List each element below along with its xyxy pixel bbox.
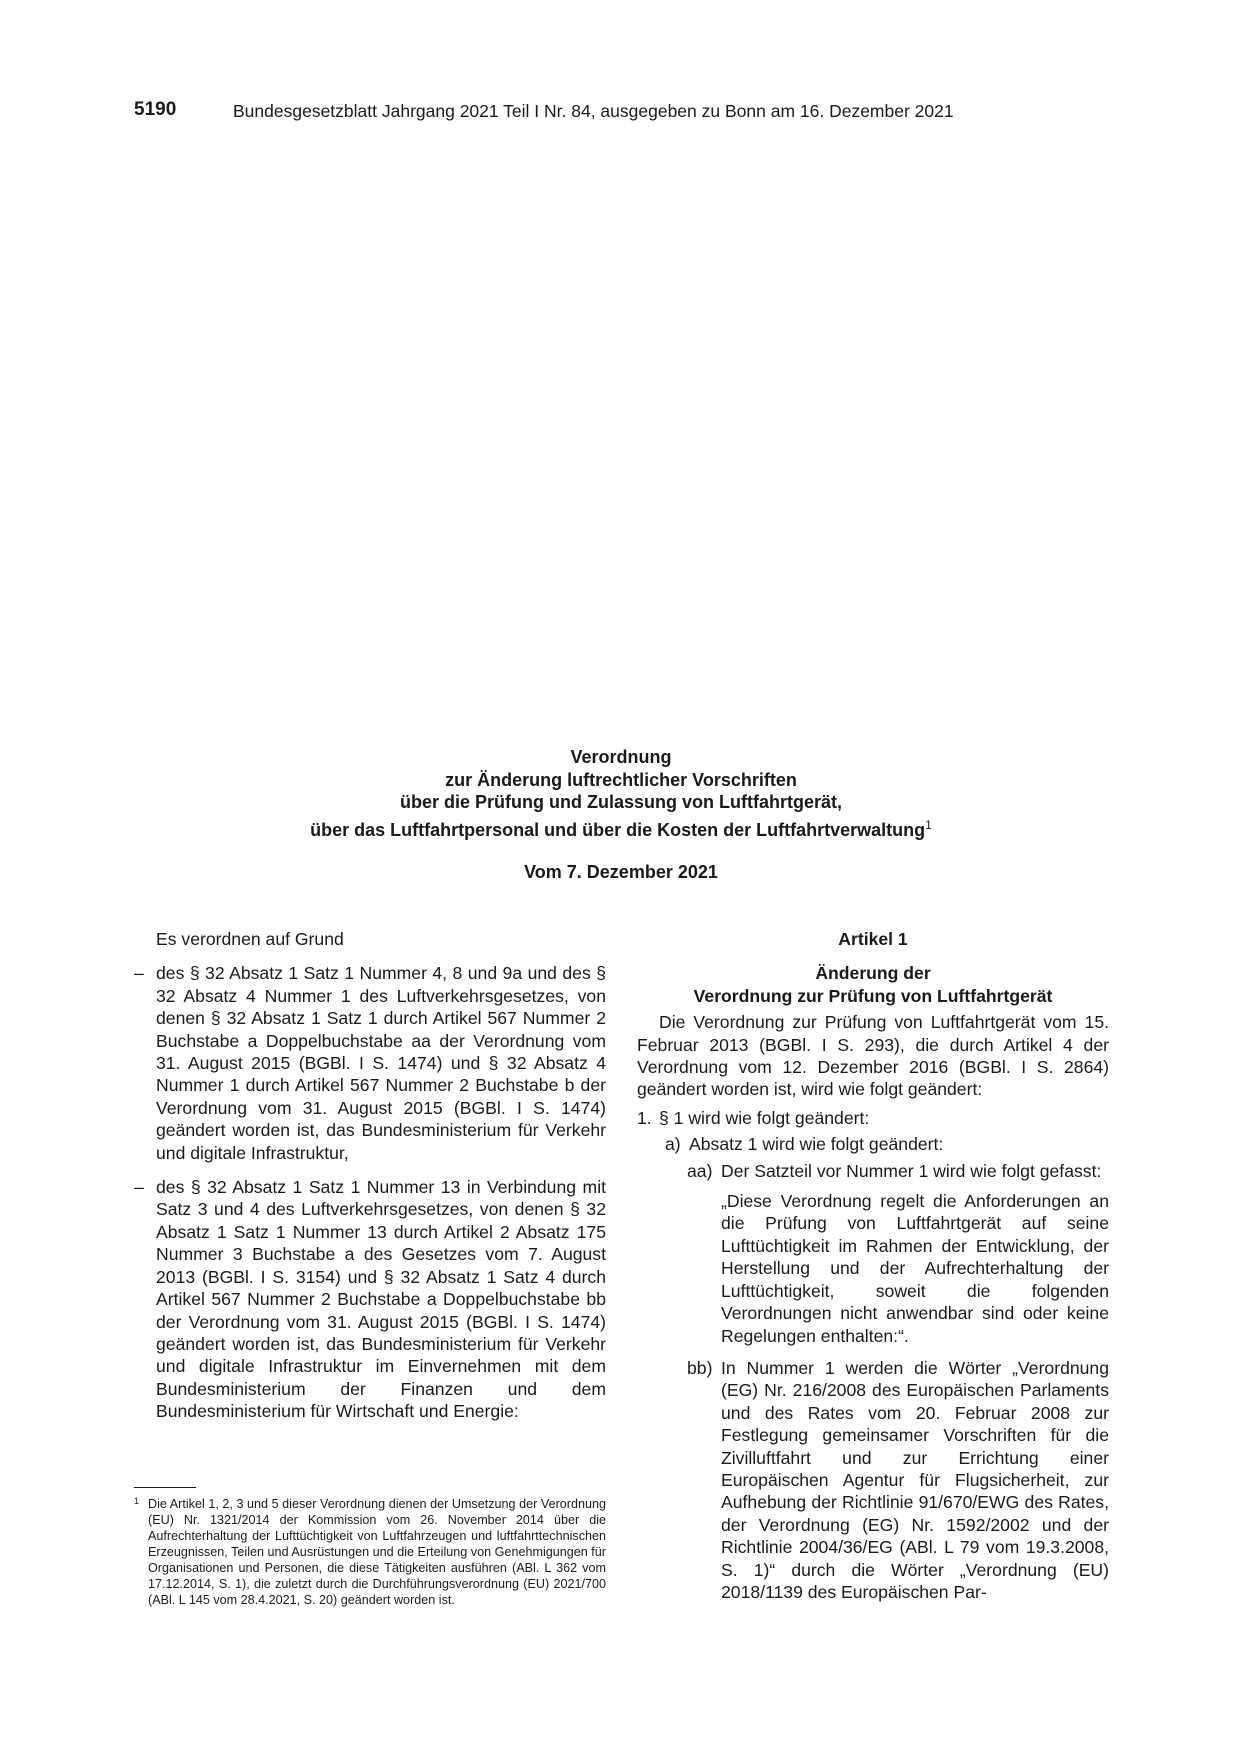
item-text: In Nummer 1 werden die Wörter „Verordnung (EG) Nr. 216/2008 des Europäischen Parlaments und des Rates vom 20. Februar 2008 zur Festlegung gemeinsamer Vorschriften für die Zivilluftfahrt und zur Errichtung einer Europäischen Agentur für Flugsicherheit, zur Aufhebung der Richtlinie 91/670/EWG des Rates, der Verordnung (EG) Nr. 1592/2002 und der Richtlinie 2004/36/EG (ABl. L 79 vom 19.3.2008, S. 1)“ durch die Wörter „Verordnung (EU) 2018/1139 des Europäischen Par- <box>721 1357 1109 1602</box>
legal-basis-item <box>134 1176 606 1422</box>
preamble-intro: Es verordnen auf Grund <box>156 929 344 949</box>
article-subheading-line-2: Verordnung zur Prüfung von Luftfahrtgerät <box>693 985 1053 1006</box>
footnote-mark: 1 <box>134 1496 140 1506</box>
amendment-item-1 <box>637 1107 1109 1129</box>
title-line-4 <box>134 814 1108 842</box>
article-heading: Artikel 1 <box>838 929 908 949</box>
title-line-3: über die Prüfung und Zulassung von Luftfahrtgerät, <box>400 792 842 812</box>
title-line-1: Verordnung <box>570 747 672 767</box>
item-marker: bb) <box>687 1357 713 1378</box>
legal-basis-text: des § 32 Absatz 1 Satz 1 Nummer 13 in Verbindung mit Satz 3 und 4 des Luftverkehrsgesetzes, von denen § 32 Absatz 1 Satz 1 Nummer 13 durch Artikel 2 Absatz 175 Nummer 3 Buchstabe a des Gesetzes vom 7. August 2013 (BGBl. I S. 3154) und § 32 Absatz 1 Satz 4 durch Artikel 567 Nummer 2 Buchstabe a Doppelbuchstabe bb der Verordnung vom 31. August 2015 (BGBl. I S. 1474) geändert worden ist, das Bundesministerium für Verkehr und digitale Infrastruktur im Einvernehmen mit dem Bundesministerium der Finanzen und dem Bundesministerium für Wirtschaft und Energie: <box>156 1177 606 1422</box>
dash-marker: – <box>134 963 144 984</box>
item-marker: aa) <box>687 1160 713 1181</box>
amendment-item-bb <box>637 1357 1109 1603</box>
item-text: § 1 wird wie folgt geändert: <box>659 1107 870 1128</box>
article-intro-paragraph: Die Verordnung zur Prüfung von Luftfahrtgerät vom 15. Februar 2013 (BGBl. I S. 293), die durch Artikel 4 der Verordnung vom 12. Dezember 2016 (BGBl. I S. 2864) geändert worden ist, wird wie folgt geändert: <box>637 1012 1109 1100</box>
article-subheading-line-1: Änderung der <box>815 963 931 984</box>
legal-basis-item <box>134 962 606 1164</box>
legal-basis-text: des § 32 Absatz 1 Satz 1 Nummer 4, 8 und 9a und des § 32 Absatz 4 Nummer 1 des Luftverkehrsgesetzes, von denen § 32 Absatz 1 Satz 1 durch Artikel 567 Nummer 2 Buchstabe a Doppelbuchstabe aa der Verordnung vom 31. August 2015 (BGBl. I S. 1474) und § 32 Absatz 4 Nummer 1 durch Artikel 567 Nummer 2 Buchstabe b der Verordnung vom 31. August 2015 (BGBl. I S. 1474) geändert worden ist, das Bundesministerium für Verkehr und digitale Infrastruktur, <box>156 963 606 1163</box>
footnote-divider <box>134 1487 196 1488</box>
item-text: Der Satzteil vor Nummer 1 wird wie folgt gefasst: <box>721 1160 1102 1181</box>
document-date: Vom 7. Dezember 2021 <box>524 862 718 882</box>
footnote-reference: 1 <box>925 817 932 832</box>
document-title <box>134 746 1108 841</box>
page-number: 5190 <box>134 99 177 120</box>
quoted-text: „Diese Verordnung regelt die Anforderungen an die Prüfung von Luftfahrtgerät auf seine Lufttüchtigkeit im Rahmen der Entwicklung, der Herstellung und der Aufrechterhaltung der Lufttüchtigkeit, soweit die folgenden Verordnungen nicht anwendbar sind oder keine Regelungen enthalten:“. <box>721 1191 1109 1346</box>
amendment-item-a <box>637 1133 1109 1155</box>
title-line-4-text: über das Luftfahrtpersonal und über die Kosten der Luftfahrtverwaltung <box>310 819 926 840</box>
item-text: Absatz 1 wird wie folgt geändert: <box>689 1134 944 1155</box>
amendment-item-aa <box>637 1160 1109 1182</box>
running-title: Bundesgesetzblatt Jahrgang 2021 Teil I Nr. 84, ausgegeben zu Bonn am 16. Dezember 2021 <box>233 101 954 121</box>
footnote <box>134 1496 606 1608</box>
right-column <box>637 928 1109 1607</box>
item-marker: a) <box>665 1134 681 1155</box>
left-column <box>134 928 606 1435</box>
article-subheading <box>637 962 1109 1007</box>
dash-marker: – <box>134 1177 144 1198</box>
title-line-2: zur Änderung luftrechtlicher Vorschriften <box>445 769 797 790</box>
item-marker: 1. <box>637 1107 652 1128</box>
footnote-text: Die Artikel 1, 2, 3 und 5 dieser Verordnung dienen der Umsetzung der Verordnung (EU) Nr. 1321/2014 der Kommission vom 26. November 2014 über die Aufrechterhaltung der Lufttüchtigkeit von Luftfahrzeugen und luftfahrttechnischen Erzeugnissen, Teilen und Ausrüstungen und die Erteilung von Genehmigungen für Organisationen und Personen, die diese Tätigkeiten ausführen (ABl. L 362 vom 17.12.2014, S. 1), die zuletzt durch die Durchführungsverordnung (EU) 2021/700 (ABl. L 145 vom 28.4.2021, S. 20) geändert worden ist. <box>148 1497 606 1607</box>
